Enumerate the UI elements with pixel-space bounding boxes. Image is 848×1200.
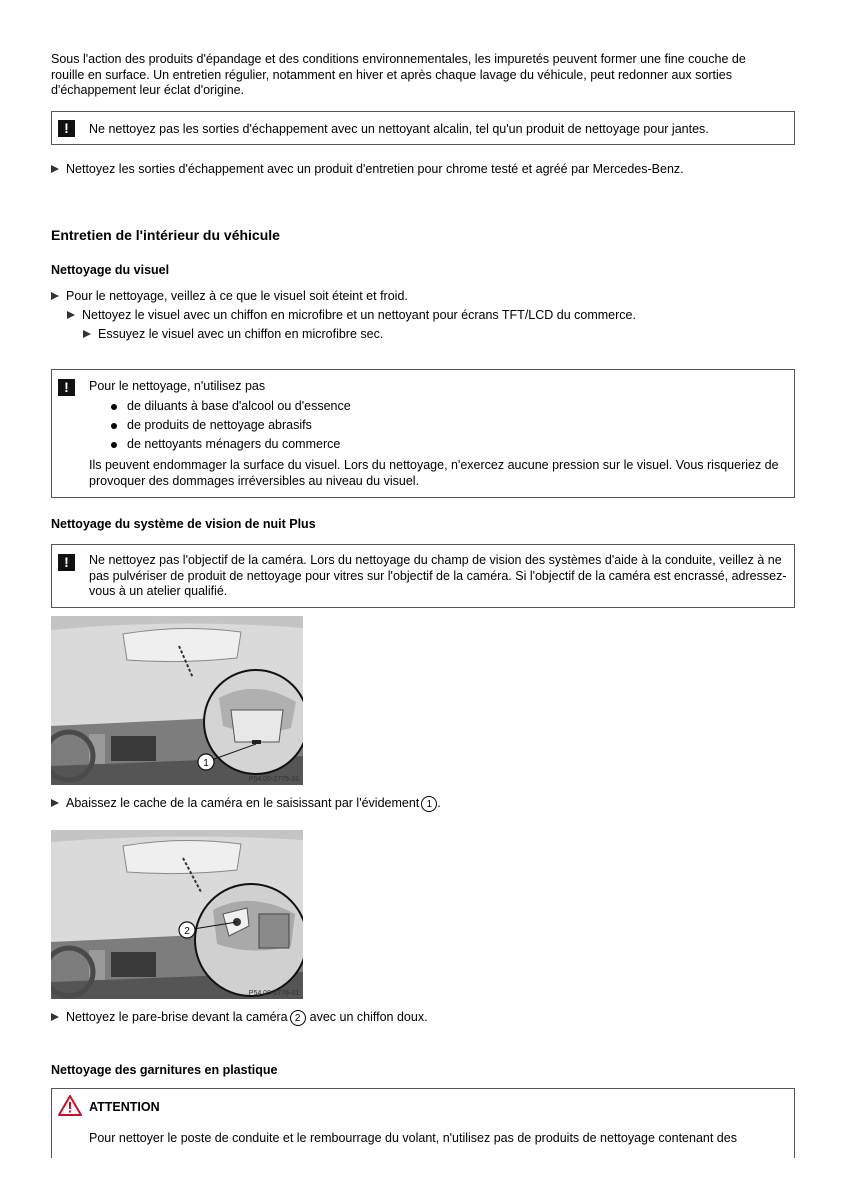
step-arrow-icon (83, 330, 91, 338)
windshield-camera-drawing (51, 830, 303, 999)
step-item (51, 289, 408, 304)
note-text: Ne nettoyez pas l'objectif de la caméra. Lors du nettoyage du champ de vision des systèmes d'aide à la conduite, veillez à ne pas pulvériser de produit de nettoyage pour vitres sur l'objectif de la caméra. Si l'objectif de la caméra est encrassé, adressez-vous à un atelier qualifié. (89, 553, 787, 598)
step-clean-windshield (51, 1010, 428, 1026)
step-text: Pour le nettoyage, veillez à ce que le visuel soit éteint et froid. (66, 289, 408, 303)
step-text: Nettoyez le visuel avec un chiffon en microfibre et un nettoyant pour écrans TFT/LCD du commerce. (82, 308, 636, 322)
step-text: Abaissez le cache de la caméra en le saisissant par l'évidement (66, 796, 420, 810)
callout-1: 1 (203, 758, 209, 769)
section-title: Entretien de l'intérieur du véhicule (51, 227, 280, 243)
subsection-title: Nettoyage du visuel (51, 263, 170, 277)
callout-1-icon: 1 (421, 796, 437, 812)
list-item-text: de diluants à base d'alcool ou d'essence (127, 399, 351, 413)
subsection-title: Nettoyage du système de vision de nuit Plus (51, 517, 316, 531)
note-text: Ne nettoyez pas les sorties d'échappement avec un nettoyant alcalin, tel qu'un produit de nettoyage pour jantes. (89, 122, 709, 136)
warning-label: ATTENTION (89, 1100, 160, 1114)
list-item-text: de nettoyants ménagers du commerce (127, 437, 341, 451)
list-item (111, 397, 351, 416)
list-item-text: de produits de nettoyage abrasifs (127, 418, 312, 432)
step-arrow-icon (51, 1013, 59, 1021)
step-arrow-icon (51, 165, 59, 173)
bullet-dot (111, 404, 117, 410)
step-text: Nettoyez le pare-brise devant la caméra (66, 1010, 288, 1024)
step-lower-cover (51, 796, 441, 812)
step-text: Nettoyez les sorties d'échappement avec un produit d'entretien pour chrome testé et agréé par Mercedes-Benz. (66, 162, 684, 176)
warning-box (51, 1088, 795, 1158)
intro-paragraph: Sous l'action des produits d'épandage et des conditions environnementales, les impuretés peuvent former une fine couche de rouille en surface. Un entretien régulier, notamment en hiver et après chaque lavage du véhicule, peut redonner aux sorties d'échappement leur éclat d'origine. (51, 52, 746, 97)
step-text: Essuyez le visuel avec un chiffon en microfibre sec. (98, 327, 384, 341)
note-box-camera (51, 544, 795, 608)
bullet-dot (111, 423, 117, 429)
step-item (67, 308, 636, 323)
image-code: P54.00-2775-31 (248, 776, 299, 783)
step-clean-exhaust (51, 162, 791, 177)
step-arrow-icon (67, 311, 75, 319)
exclamation-icon: ! (58, 554, 75, 571)
subsection-title: Nettoyage des garnitures en plastique (51, 1063, 278, 1077)
exclamation-icon: ! (58, 120, 75, 137)
warning-triangle-icon (58, 1095, 82, 1116)
camera-cover-illustration (51, 616, 303, 785)
image-code: P54.00-2776-31 (248, 990, 299, 997)
note-box-display (51, 369, 795, 498)
windshield-camera-illustration (51, 830, 303, 999)
callout-2: 2 (184, 926, 190, 937)
camera-cover-drawing (51, 616, 303, 785)
step-item (83, 327, 383, 342)
exclamation-icon: ! (58, 379, 75, 396)
note-box-exhaust (51, 111, 795, 145)
step-arrow-icon (51, 799, 59, 807)
step-text-end: . (437, 796, 441, 810)
bullet-dot (111, 442, 117, 448)
callout-2-icon: 2 (290, 1010, 306, 1026)
list-item (111, 435, 351, 454)
step-text-end: avec un chiffon doux. (309, 1010, 428, 1024)
list-item (111, 416, 351, 435)
note-tail: Ils peuvent endommager la surface du visuel. Lors du nettoyage, n'exercez aucune pression sur le visuel. Vous risqueriez de provoquer des dommages irréversibles au niveau du visuel. (89, 458, 779, 488)
note-lead: Pour le nettoyage, n'utilisez pas (89, 379, 266, 393)
warning-text: Pour nettoyer le poste de conduite et le rembourrage du volant, n'utilisez pas de produits de nettoyage contenant des (89, 1131, 737, 1145)
step-arrow-icon (51, 292, 59, 300)
note-list (111, 397, 351, 454)
